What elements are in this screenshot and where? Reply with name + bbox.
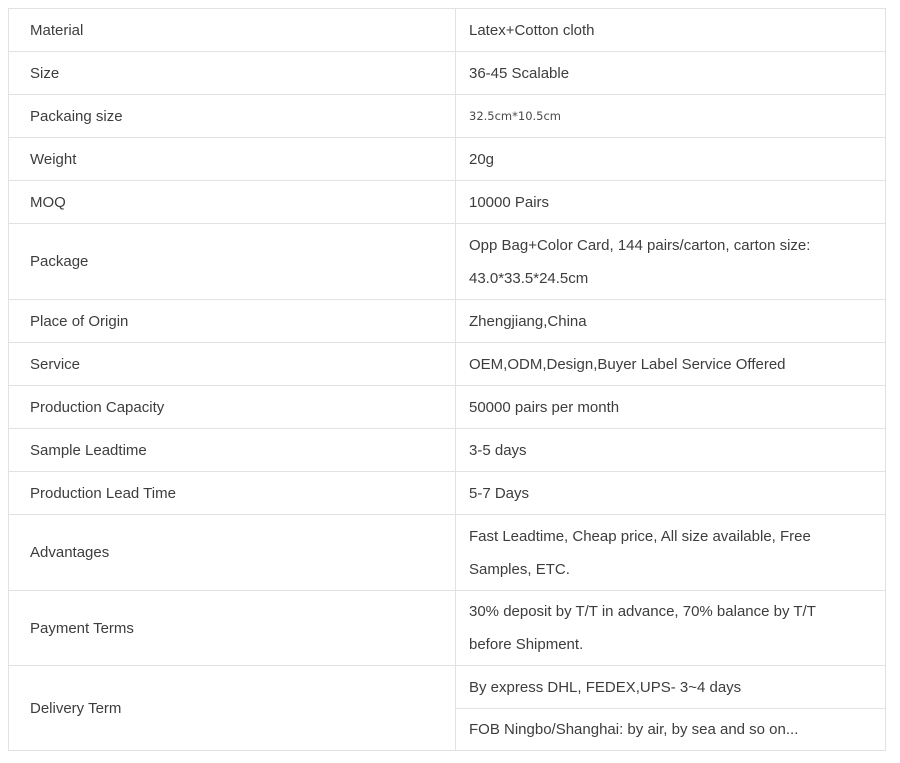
row-package-label: Package [9,224,456,300]
row-sample-leadtime-value: 3-5 days [456,429,886,472]
table-row [9,52,886,95]
table-row [9,95,886,138]
row-material-label: Material [9,9,456,52]
table-row [9,666,886,751]
row-payment-terms-label: Payment Terms [9,591,456,666]
row-service-value: OEM,ODM,Design,Buyer Label Service Offered [456,343,886,386]
product-spec-table [8,8,886,751]
row-material-value: Latex+Cotton cloth [456,9,886,52]
row-weight-label: Weight [9,138,456,181]
row-advantages-label: Advantages [9,515,456,591]
value-line: 30% deposit by T/T in advance, 70% balance by T/T [469,603,816,620]
row-production-lead-time-value: 5-7 Days [456,472,886,515]
row-weight-value: 20g [456,138,886,181]
table-row [9,300,886,343]
value-line: 43.0*33.5*24.5cm [469,269,589,287]
delivery-sub-row: By express DHL, FEDEX,UPS- 3~4 days [469,678,742,696]
table-row [9,343,886,386]
table-row [9,429,886,472]
delivery-sub-row: FOB Ningbo/Shanghai: by air, by sea and so on... [456,708,885,750]
value-line: Fast Leadtime, Cheap price, All size available, Free [469,527,811,545]
row-place-of-origin-label: Place of Origin [9,300,456,343]
table-row [9,515,886,591]
row-delivery-term-label: Delivery Term [9,666,456,751]
table-row [9,591,886,666]
value-line: Opp Bag+Color Card, 144 pairs/carton, carton size: [469,236,811,254]
table-row [9,386,886,429]
value-line: Samples, ETC. [469,560,570,578]
table-row [9,181,886,224]
row-production-lead-time-label: Production Lead Time [9,472,456,515]
row-package-value [456,224,886,300]
value-line: before Shipment. [469,636,584,653]
row-production-capacity-value: 50000 pairs per month [456,386,886,429]
row-size-value: 36-45 Scalable [456,52,886,95]
table-row [9,138,886,181]
row-moq-label: MOQ [9,181,456,224]
table-row [9,224,886,300]
row-service-label: Service [9,343,456,386]
row-place-of-origin-value: Zhengjiang,China [456,300,886,343]
table-row [9,472,886,515]
row-advantages-value [456,515,886,591]
row-production-capacity-label: Production Capacity [9,386,456,429]
row-payment-terms-value [456,591,886,666]
table-row [9,9,886,52]
row-moq-value: 10000 Pairs [456,181,886,224]
row-packaing-size-value: 32.5cm*10.5cm [456,95,886,138]
row-sample-leadtime-label: Sample Leadtime [9,429,456,472]
row-size-label: Size [9,52,456,95]
row-delivery-term-value [456,666,886,751]
row-packaing-size-label: Packaing size [9,95,456,138]
